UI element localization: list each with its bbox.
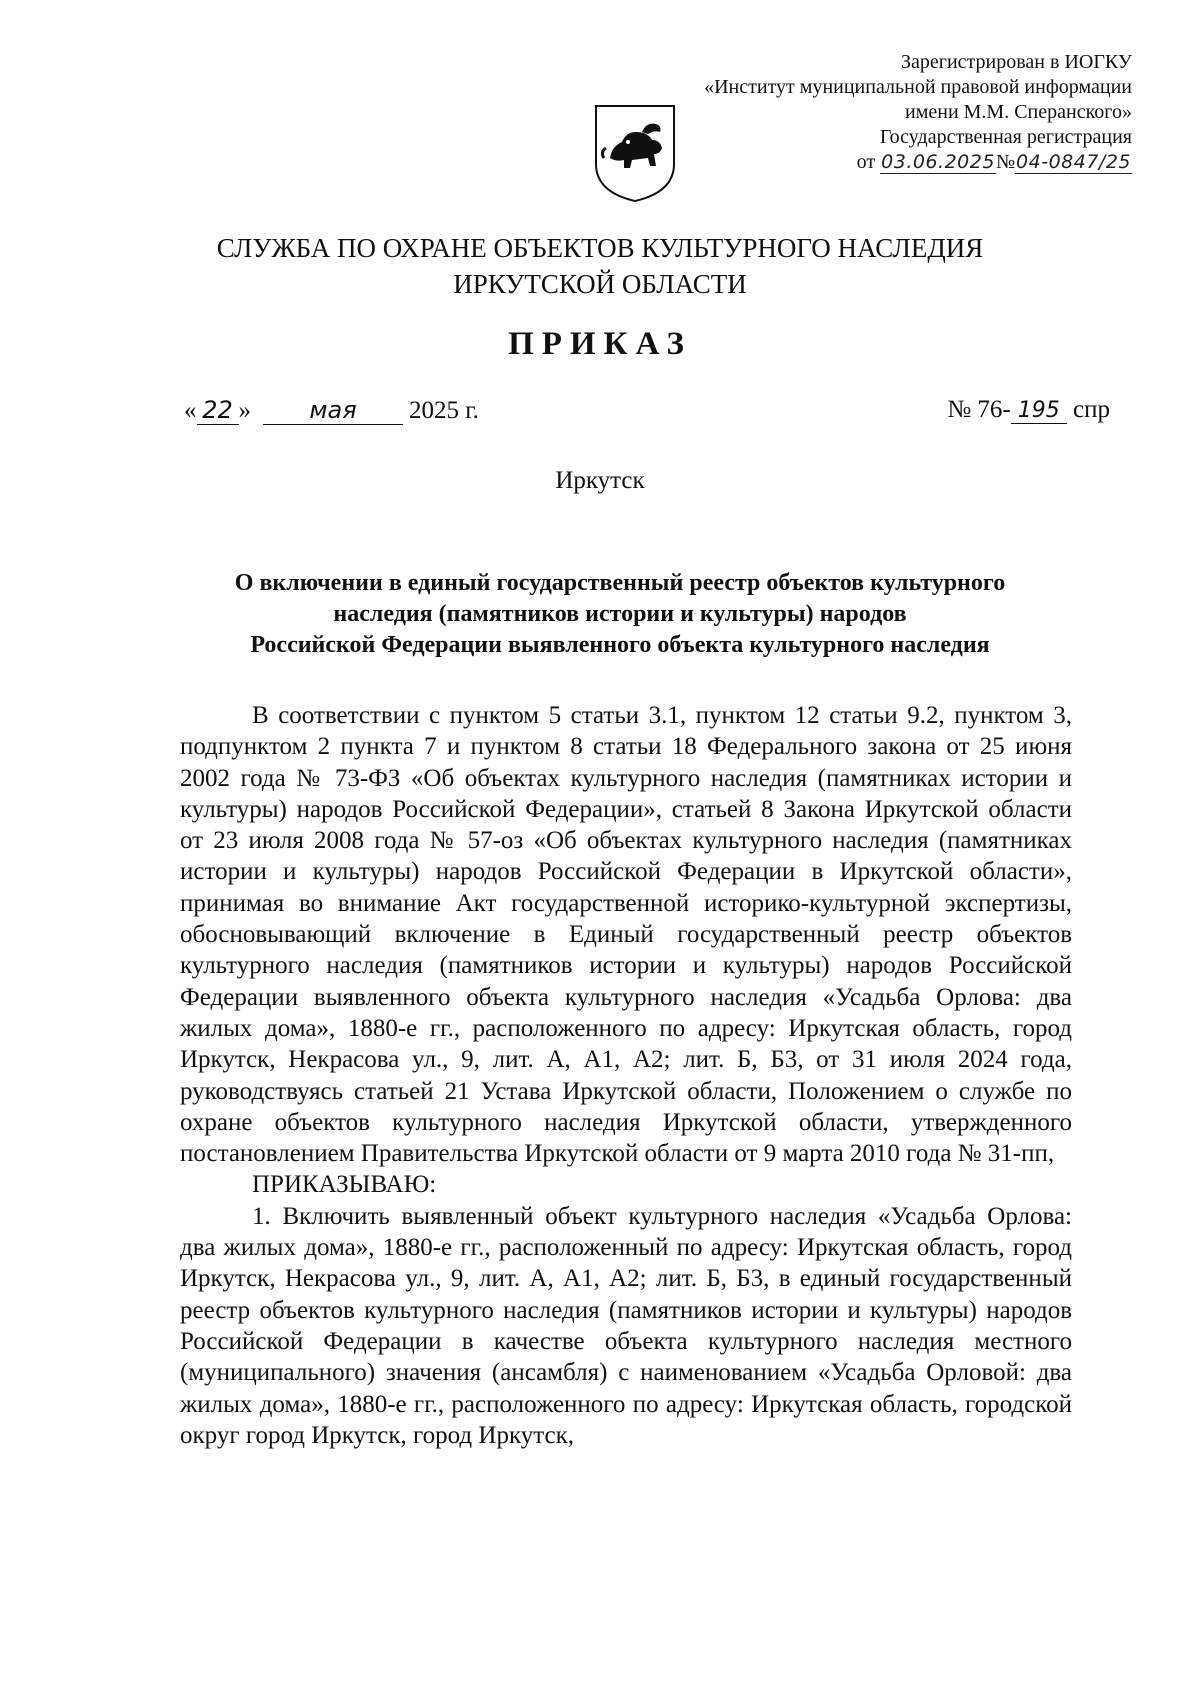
registration-stamp	[612, 50, 1132, 175]
order-number	[947, 396, 1110, 424]
order-day: 22	[197, 396, 239, 425]
agency-name	[0, 230, 1200, 302]
order-year: 2025 г.	[409, 397, 479, 424]
coat-of-arms-icon	[590, 102, 680, 204]
city-name: Иркутск	[555, 467, 645, 494]
document-title	[150, 568, 1090, 661]
document-body	[180, 700, 1072, 1451]
title-line-1: О включении в единый государственный реестр объектов культурного	[234, 570, 1006, 596]
title-line-2: наследия (памятников истории и культуры) народов	[333, 601, 907, 627]
registration-line-1: Зарегистрирован в ИОГКУ	[901, 51, 1132, 73]
order-number-suffix: спр	[1073, 396, 1110, 423]
order-number-prefix: № 76-	[947, 396, 1011, 423]
date-close-quote: »	[238, 397, 251, 424]
order-word: ПРИКАЗЫВАЮ:	[252, 1171, 437, 1199]
order-month: мая	[263, 396, 403, 425]
preamble-paragraph: В соответствии с пунктом 5 статьи 3.1, пунктом 12 статьи 9.2, пунктом 3, подпунктом 2 пункта 7 и пунктом 8 статьи 18 Федерального закона от 25 июня 2002 года № 73-ФЗ «Об объектах культурного наследия (памятниках истории и культуры) народов Российской Федерации», статьей 8 Закона Иркутской области от 23 июля 2008 года № 57-оз «Об объектах культурного наследия (памятниках истории и культуры) народов Российской Федерации в Иркутской области», принимая во внимание Акт государственной историко-культурной экспертизы, обосновывающий включение в Единый государственный реестр объектов культурного наследия (памятников истории и культуры) народов Российской Федерации выявленного объекта культурного наследия «Усадьба Орлова: два жилых дома», 1880-е гг., расположенного по адресу: Иркутская область, город Иркутск, Некрасова ул., 9, лит. А, А1, А2; лит. Б, Б3, от 31 июля 2024 года, руководствуясь статьей 21 Устава Иркутской области, Положением о службе по охране объектов культурного наследия Иркутской области, утвержденного постановлением Правительства Иркутской области от 9 марта 2010 года № 31-пп,	[180, 702, 1072, 1168]
registration-line-4: Государственная регистрация	[879, 126, 1132, 148]
registration-number-label: №	[995, 151, 1016, 173]
order-number-handwritten: 195	[1011, 398, 1067, 424]
registration-number: 04-0847/25	[1016, 151, 1131, 173]
date-open-quote: «	[184, 397, 197, 424]
title-line-3: Российской Федерации выявленного объекта культурного наследия	[250, 632, 990, 658]
registration-date: 03.06.2025	[881, 151, 995, 173]
registration-date-number	[612, 150, 1132, 175]
order-date	[184, 396, 479, 425]
agency-line-2: ИРКУТСКОЙ ОБЛАСТИ	[453, 269, 747, 299]
registration-from-label: от	[856, 151, 876, 173]
order-title: ПРИКАЗ	[508, 326, 692, 362]
registration-line-3: имени М.М. Сперанского»	[905, 101, 1132, 123]
agency-line-1: СЛУЖБА ПО ОХРАНЕ ОБЪЕКТОВ КУЛЬТУРНОГО НАСЛЕДИЯ	[216, 233, 984, 263]
item-1-paragraph: 1. Включить выявленный объект культурного наследия «Усадьба Орлова: два жилых дома», 1880-е гг., расположенный по адресу: Иркутская область, город Иркутск, Некрасова ул., 9, лит. А, А1, А2; лит. Б, Б3, в единый государственный реестр объектов культурного наследия (памятников истории и культуры) народов Российской Федерации в качестве объекта культурного наследия местного (муниципального) значения (ансамбля) с наименованием «Усадьба Орловой: два жилых дома», 1880-е гг., расположенного по адресу: Иркутская область, городской округ город Иркутск, город Иркутск,	[180, 1202, 1072, 1449]
registration-line-2: «Институт муниципальной правовой информации	[704, 76, 1132, 98]
